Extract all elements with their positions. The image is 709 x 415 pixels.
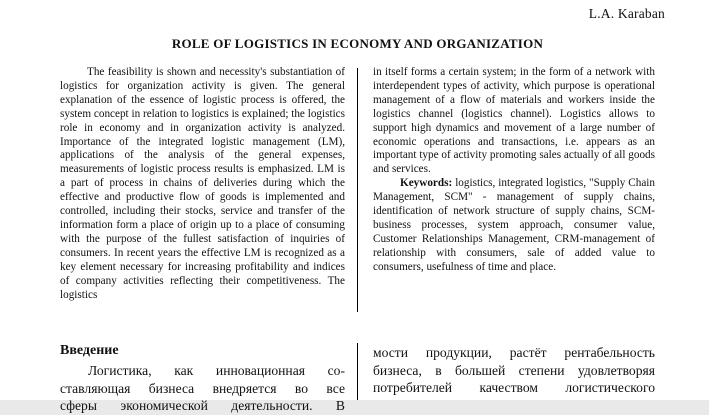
intro-text-line: бизнеса, в большей степени удовлетворяя [373,362,655,378]
introduction-heading: Введение [60,343,119,358]
author-name: L.A. Karaban [588,6,665,21]
intro-text-line: ставляющая бизнеса внедряется во все [60,380,345,396]
intro-text-line: сферы экономической деятельности. В [60,398,345,414]
column-divider-abstract [357,68,358,312]
abstract-left-column [60,66,345,302]
abstract-right-column [373,66,655,275]
intro-text-line: потребителей качеством логистического [373,380,655,396]
keywords-paragraph [373,177,655,274]
introduction-right-column [373,344,655,397]
introduction-left-column [60,362,345,415]
intro-text-line: Логистика, как инновационная со- [88,363,345,378]
abstract-paragraph: The feasibility is shown and necessity's substantiation of logistics for organization activity is given. The general explanation of the essence of logistic process is offered, the system concept in relation to logistics is explained; the logistics role in economy and in organization activity is analyzed. Importance of the integrated logistic management (LM), applications of the analysis of the general expenses, measurements of logistic process results is emphasized. LM is a part of process in chains of deliveries during which the effective and productive flow of goods is implemented and controlled, including their stocks, service and transfer of the information form a place of origin up to a place of consuming with the purpose of the fullest satisfaction of inquiries of consumers. In recent years the effective LM is recognized as a key element necessary for increasing profitability and indices of company activities reflecting their competitiveness. The logistics [60,66,345,301]
column-divider-introduction [357,343,358,400]
abstract-paragraph-continuation: in itself forms a certain system; in the form of a network with interdependent types of activity, which purpose is operational management of a flow of materials and workers inside the logistics channel (logistics channel). Logistics allows to support high dynamics and movement of a large number of economic operations and transactions, i.e. appears as an important type of activity promoting sales actually of all goods and services. [373,66,655,176]
keywords-label: Keywords: [400,177,453,190]
paper-title: ROLE OF LOGISTICS IN ECONOMY AND ORGANIZATION [171,36,544,51]
intro-text-line: мости продукции, растёт рентабельность [373,345,655,360]
keywords-text: logistics, integrated logistics, "Supply Chain Management, SCM" - management of supply chains, identification of network structure of supply chains, SCM-business processes, system approach, consumer value, Customer Relationships Management, CRM-management of relationship with consumers, sale of added value to consumers, usefulness of time and place. [373,177,656,273]
